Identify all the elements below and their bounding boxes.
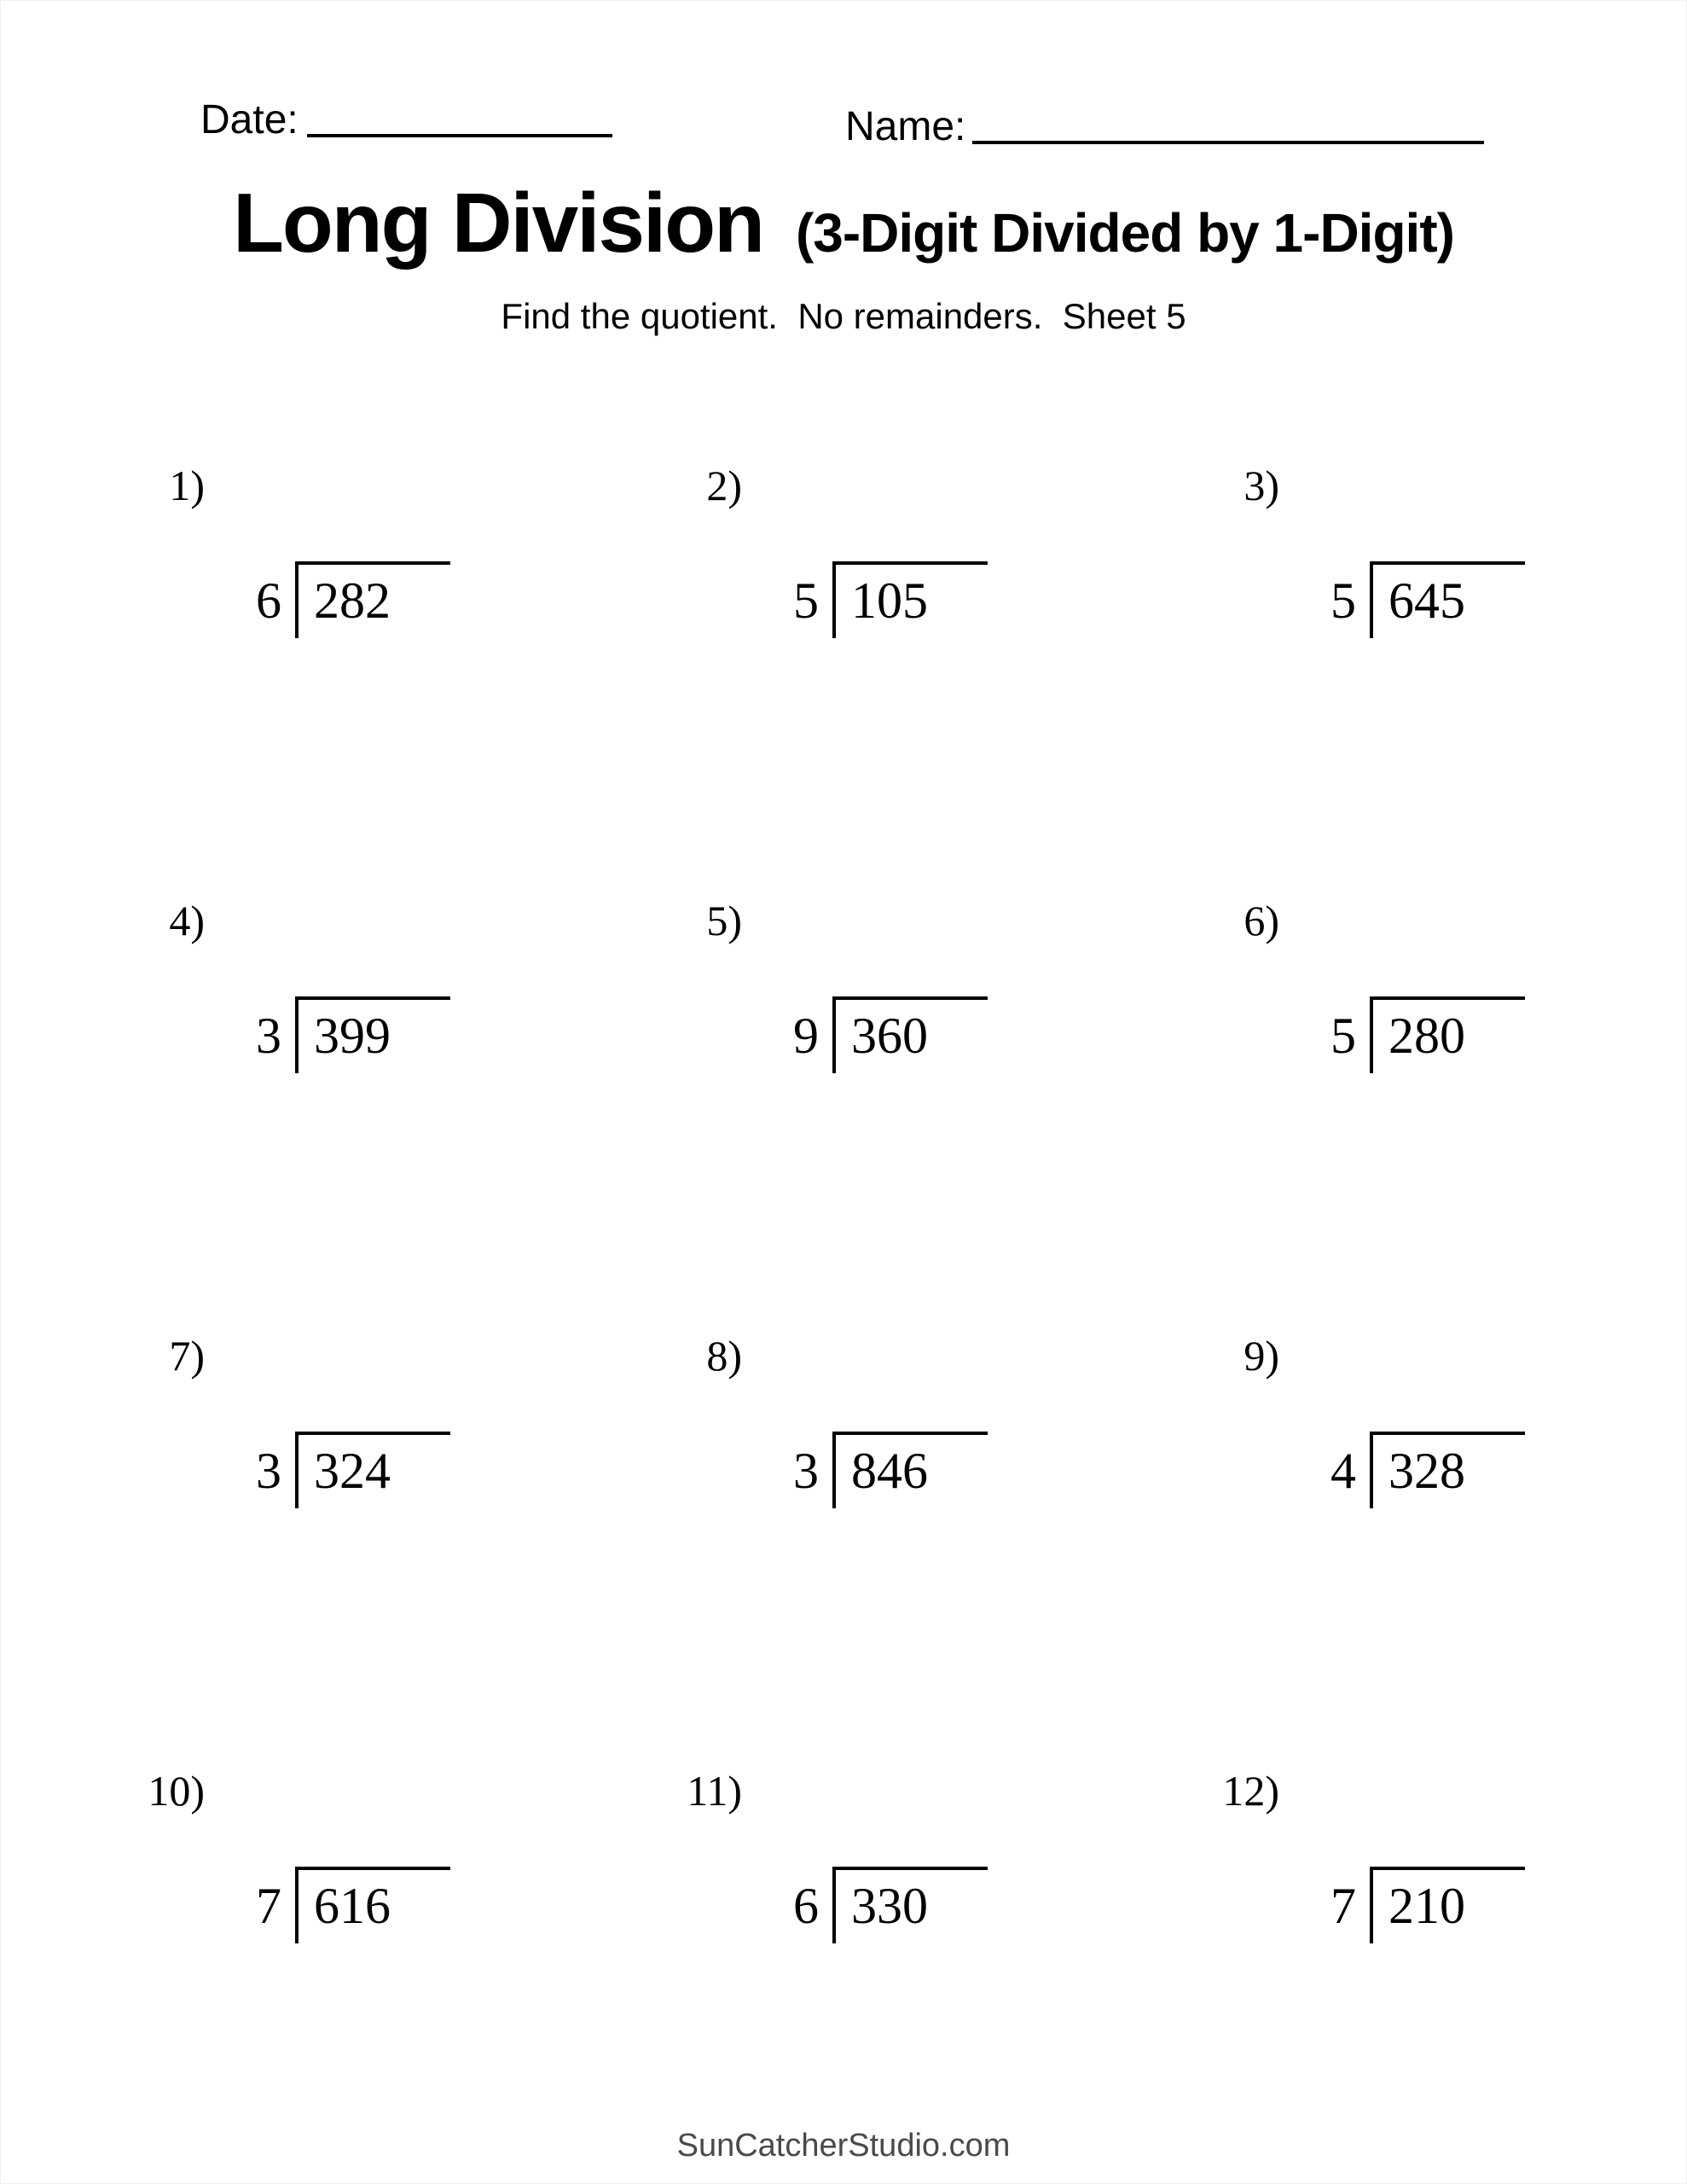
divisor: 3 xyxy=(256,1443,281,1499)
problem-number: 3) xyxy=(1244,462,1279,509)
dividend: 846 xyxy=(832,1432,988,1508)
dividend: 280 xyxy=(1370,996,1525,1073)
divisor: 5 xyxy=(1330,572,1356,629)
divisor: 5 xyxy=(793,572,819,629)
divisor: 6 xyxy=(256,572,281,629)
division-bracket xyxy=(1288,996,1525,1073)
dividend: 105 xyxy=(832,561,988,638)
dividend: 330 xyxy=(832,1867,988,1943)
problem-cell xyxy=(1160,461,1687,896)
division-bracket xyxy=(213,996,450,1073)
division-bracket xyxy=(751,1867,988,1943)
problem-number: 6) xyxy=(1244,897,1279,944)
dividend: 328 xyxy=(1370,1432,1525,1508)
problem-cell xyxy=(85,461,623,896)
footer-credit: SunCatcherStudio.com xyxy=(676,2128,1011,2164)
divisor: 6 xyxy=(793,1878,819,1934)
problem-cell xyxy=(1160,1331,1687,1766)
title-row xyxy=(0,176,1687,270)
divisor: 7 xyxy=(256,1878,281,1934)
division-bracket xyxy=(213,1867,450,1943)
problem-cell xyxy=(623,896,1160,1331)
division-bracket xyxy=(1288,1432,1525,1508)
division-bracket xyxy=(213,561,450,638)
problem-number: 1) xyxy=(169,462,205,509)
division-bracket xyxy=(213,1432,450,1508)
problem-cell xyxy=(623,1766,1160,2184)
problem-number: 2) xyxy=(706,462,742,509)
division-bracket xyxy=(751,561,988,638)
problem-cell xyxy=(85,1766,623,2184)
date-blank-line xyxy=(307,134,612,137)
problems-grid xyxy=(85,461,1687,2184)
name-blank-line xyxy=(972,141,1484,144)
divisor: 9 xyxy=(793,1008,819,1064)
divisor: 3 xyxy=(256,1008,281,1064)
dividend: 360 xyxy=(832,996,988,1073)
problem-cell xyxy=(1160,1766,1687,2184)
page-title: Long Division xyxy=(233,176,763,270)
problem-number: 9) xyxy=(1244,1332,1279,1380)
division-bracket xyxy=(1288,1867,1525,1943)
dividend: 616 xyxy=(295,1867,450,1943)
problem-number: 12) xyxy=(1222,1767,1279,1815)
divisor: 7 xyxy=(1330,1878,1356,1934)
dividend: 210 xyxy=(1370,1867,1525,1943)
problem-cell xyxy=(85,896,623,1331)
dividend: 324 xyxy=(295,1432,450,1508)
date-field xyxy=(200,96,612,145)
subtitle: Find the quotient. No remainders. Sheet 5 xyxy=(501,296,1186,336)
date-label: Date: xyxy=(200,97,299,142)
divisor: 4 xyxy=(1330,1443,1356,1499)
problem-number: 11) xyxy=(687,1767,742,1815)
name-field xyxy=(845,102,1484,152)
divisor: 3 xyxy=(793,1443,819,1499)
problem-cell xyxy=(623,461,1160,896)
dividend: 282 xyxy=(295,561,450,638)
name-label: Name: xyxy=(845,104,966,149)
problem-number: 7) xyxy=(169,1332,205,1380)
dividend: 645 xyxy=(1370,561,1525,638)
problem-cell xyxy=(623,1331,1160,1766)
page-title-suffix: (3-Digit Divided by 1-Digit) xyxy=(795,202,1454,264)
problem-number: 4) xyxy=(169,897,205,944)
division-bracket xyxy=(1288,561,1525,638)
division-bracket xyxy=(751,996,988,1073)
division-bracket xyxy=(751,1432,988,1508)
dividend: 399 xyxy=(295,996,450,1073)
problem-number: 5) xyxy=(706,897,742,944)
problem-number: 10) xyxy=(148,1767,205,1815)
divisor: 5 xyxy=(1330,1008,1356,1064)
problem-cell xyxy=(1160,896,1687,1331)
problem-number: 8) xyxy=(706,1332,742,1380)
problem-cell xyxy=(85,1331,623,1766)
